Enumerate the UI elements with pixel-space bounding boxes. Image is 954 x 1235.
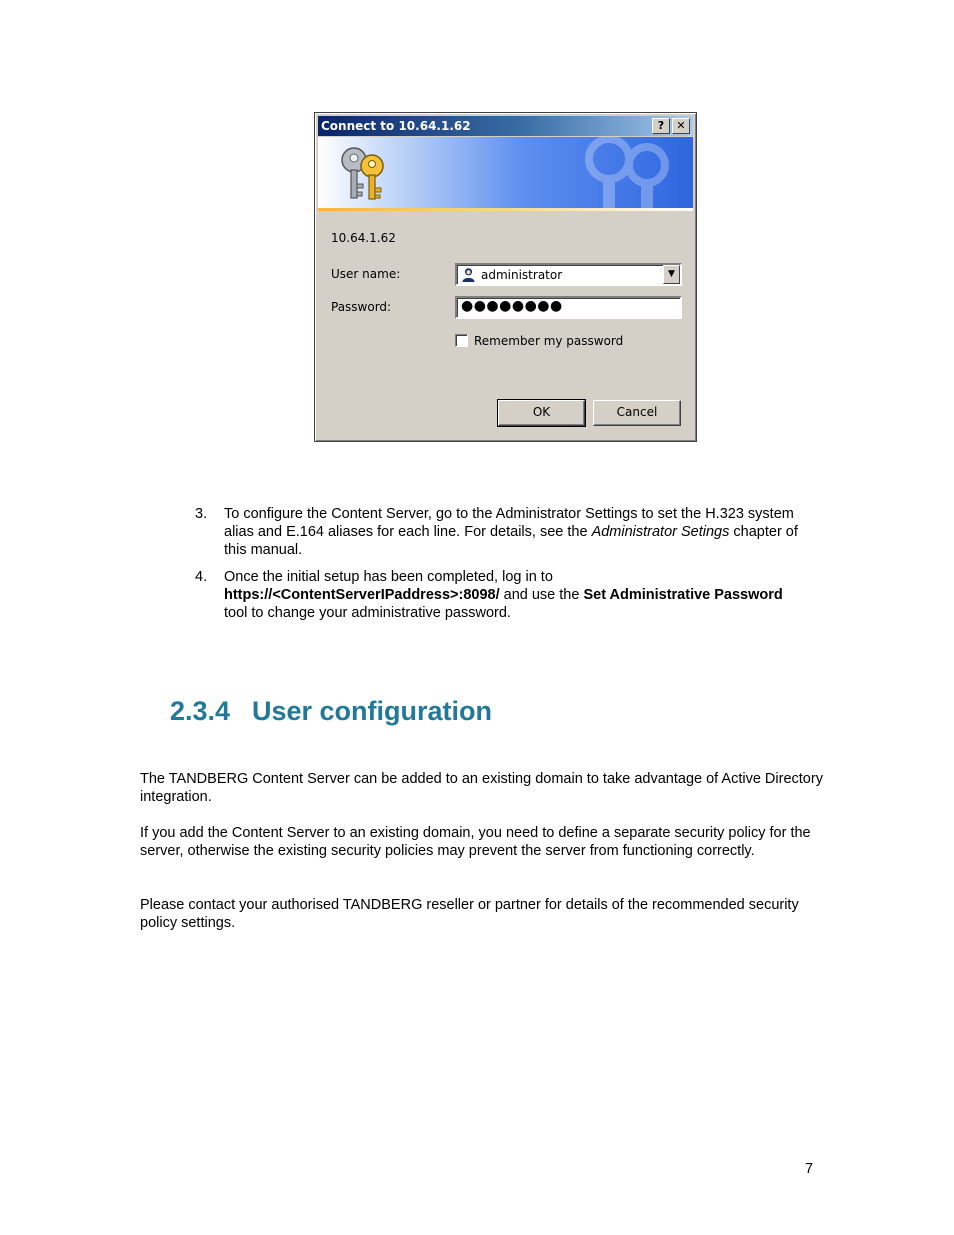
list-text: Once the initial setup has been completed, log in to https://<ContentServerIPaddress>:8098/ and use the Set Administrative Password tool to change your administrative password. [224,569,783,621]
remember-password-label[interactable]: Remember my password [474,334,624,348]
server-host-label: 10.64.1.62 [331,231,396,245]
user-icon [461,267,476,282]
cancel-button[interactable]: Cancel [593,400,681,426]
keys-icon [334,142,394,204]
chevron-down-icon[interactable]: ▼ [663,265,680,284]
list-number: 4. [195,569,208,585]
tool-name: Set Administrative Password [583,587,783,603]
password-label: Password: [331,300,392,314]
username-combobox[interactable] [455,263,682,286]
dialog-banner [318,137,693,208]
paragraph: Please contact your authorised TANDBERG reseller or partner for details of the recommended security policy settings. [140,897,799,931]
page-number: 7 [805,1161,814,1177]
banner-divider [318,208,693,211]
password-value: ●●●●●●●● [461,298,563,314]
login-dialog [314,112,697,442]
server-url: https://<ContentServerIPaddress>:8098/ [224,587,500,603]
section-title: User configuration [252,696,493,726]
help-button[interactable]: ? [652,118,670,134]
paragraph: If you add the Content Server to an existing domain, you need to define a separate security policy for the server, otherwise the existing security policies may prevent the server from functioning correctly. [140,825,811,859]
section-heading [170,696,492,727]
paragraph: The TANDBERG Content Server can be added to an existing domain to take advantage of Active Directory integration. [140,771,823,805]
username-value: administrator [481,268,563,282]
username-label: User name: [331,267,401,281]
section-number: 2.3.4 [170,696,231,726]
list-text: To configure the Content Server, go to the Administrator Settings to set the H.323 system alias and E.164 aliases for each line. For details, see the Administrator Setings chapter of this manual. [224,506,798,558]
dialog-titlebar[interactable] [318,116,693,136]
close-button[interactable]: ✕ [672,118,690,134]
keys-watermark-icon [569,137,679,208]
password-field[interactable] [455,296,682,319]
chapter-reference: Administrator Setings [591,524,730,540]
remember-password-checkbox[interactable] [455,334,468,347]
list-number: 3. [195,506,208,522]
ok-button[interactable]: OK [498,400,585,426]
dialog-title: Connect to 10.64.1.62 [321,119,471,133]
